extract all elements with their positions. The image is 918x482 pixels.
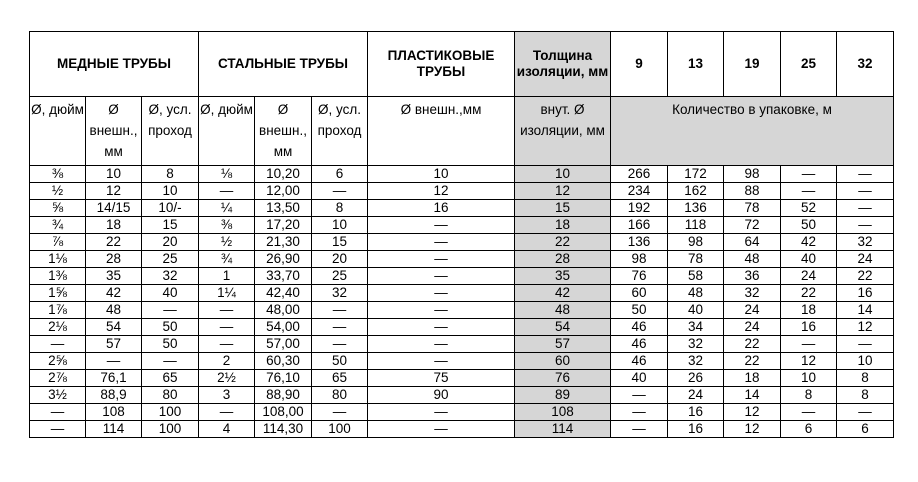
- table-cell: —: [312, 404, 368, 421]
- table-row: [30, 319, 894, 336]
- table-row: [30, 268, 894, 285]
- table-cell: ½: [199, 234, 255, 251]
- table-cell: 162: [668, 183, 724, 200]
- table-cell: 10,20: [255, 166, 312, 183]
- table-cell: 12: [724, 404, 781, 421]
- steel-nominal-subheader: Ø, усл. проход: [312, 97, 368, 166]
- table-cell: 2⅝: [30, 353, 86, 370]
- table-cell: 22: [837, 268, 894, 285]
- table-cell: 114: [86, 421, 142, 438]
- table-cell: —: [368, 302, 515, 319]
- table-cell: 54,00: [255, 319, 312, 336]
- table-cell: 2: [199, 353, 255, 370]
- table-cell: —: [199, 336, 255, 353]
- table-cell: 15: [515, 200, 611, 217]
- table-cell: 24: [781, 268, 837, 285]
- table-cell: 46: [611, 336, 668, 353]
- table-cell: ½: [30, 183, 86, 200]
- table-cell: 16: [837, 285, 894, 302]
- table-cell: 17,20: [255, 217, 312, 234]
- table-row: [30, 421, 894, 438]
- table-cell: 42: [515, 285, 611, 302]
- steel-inch-subheader: Ø, дюйм: [199, 97, 255, 166]
- table-cell: 14/15: [86, 200, 142, 217]
- table-cell: 20: [142, 234, 199, 251]
- table-cell: —: [368, 421, 515, 438]
- table-cell: 1⅞: [30, 302, 86, 319]
- table-cell: 46: [611, 319, 668, 336]
- table-cell: 88: [724, 183, 781, 200]
- table-cell: 12: [515, 183, 611, 200]
- table-cell: 12: [724, 421, 781, 438]
- table-cell: —: [312, 319, 368, 336]
- table-cell: 10: [515, 166, 611, 183]
- table-cell: 8: [837, 387, 894, 404]
- table-cell: 10: [86, 166, 142, 183]
- plastic-outer-subheader: Ø внешн.,мм: [368, 97, 515, 166]
- table-cell: 52: [781, 200, 837, 217]
- table-cell: 46: [611, 353, 668, 370]
- table-row: [30, 200, 894, 217]
- table-cell: 26,90: [255, 251, 312, 268]
- table-cell: 32: [724, 285, 781, 302]
- table-cell: 36: [724, 268, 781, 285]
- table-cell: 28: [86, 251, 142, 268]
- table-cell: 108: [515, 404, 611, 421]
- thickness-9-header: 9: [611, 32, 668, 97]
- table-cell: 266: [611, 166, 668, 183]
- table-cell: 50: [142, 336, 199, 353]
- table-cell: 32: [668, 353, 724, 370]
- table-cell: —: [30, 421, 86, 438]
- table-cell: 48: [515, 302, 611, 319]
- table-cell: —: [837, 200, 894, 217]
- table-cell: 48,00: [255, 302, 312, 319]
- thickness-32-header: 32: [837, 32, 894, 97]
- table-cell: ⅜: [30, 166, 86, 183]
- copper-nominal-subheader: Ø, усл. проход: [142, 97, 199, 166]
- table-cell: 166: [611, 217, 668, 234]
- table-cell: 12,00: [255, 183, 312, 200]
- table-cell: 18: [86, 217, 142, 234]
- table-cell: 64: [724, 234, 781, 251]
- table-cell: 6: [837, 421, 894, 438]
- table-cell: —: [199, 404, 255, 421]
- table-cell: 22: [86, 234, 142, 251]
- thickness-13-header: 13: [668, 32, 724, 97]
- table-cell: 28: [515, 251, 611, 268]
- insulation-inner-subheader: внут. Ø изоляции, мм: [515, 97, 611, 166]
- table-cell: 12: [368, 183, 515, 200]
- table-cell: —: [30, 404, 86, 421]
- table-cell: 2½: [199, 370, 255, 387]
- table-cell: 75: [368, 370, 515, 387]
- table-cell: 32: [668, 336, 724, 353]
- table-cell: 10: [837, 353, 894, 370]
- table-cell: 3: [199, 387, 255, 404]
- table-cell: 98: [611, 251, 668, 268]
- table-cell: 54: [86, 319, 142, 336]
- table-row: [30, 353, 894, 370]
- table-row: [30, 387, 894, 404]
- table-body: [30, 166, 894, 438]
- table-cell: —: [611, 404, 668, 421]
- table-cell: 16: [668, 421, 724, 438]
- table-cell: 80: [142, 387, 199, 404]
- table-cell: —: [368, 234, 515, 251]
- table-cell: —: [781, 404, 837, 421]
- table-cell: 10: [781, 370, 837, 387]
- table-cell: 40: [142, 285, 199, 302]
- table-row: [30, 302, 894, 319]
- copper-outer-subheader: Ø внешн., мм: [86, 97, 142, 166]
- table-cell: 35: [515, 268, 611, 285]
- table-cell: 50: [611, 302, 668, 319]
- table-cell: 42,40: [255, 285, 312, 302]
- table-cell: —: [611, 387, 668, 404]
- table-cell: 2⅛: [30, 319, 86, 336]
- table-row: [30, 285, 894, 302]
- table-row: [30, 183, 894, 200]
- table-cell: 24: [837, 251, 894, 268]
- table-cell: ⅛: [199, 166, 255, 183]
- table-cell: 14: [837, 302, 894, 319]
- table-cell: 65: [142, 370, 199, 387]
- table-cell: 98: [668, 234, 724, 251]
- table-cell: 32: [312, 285, 368, 302]
- table-cell: 1⅛: [30, 251, 86, 268]
- table-cell: —: [837, 166, 894, 183]
- table-cell: 12: [86, 183, 142, 200]
- table-cell: 60: [515, 353, 611, 370]
- insulation-thickness-header: Толщина изоляции, мм: [515, 32, 611, 97]
- table-cell: 90: [368, 387, 515, 404]
- table-cell: —: [781, 183, 837, 200]
- table-cell: —: [142, 302, 199, 319]
- table-cell: 100: [142, 421, 199, 438]
- table-cell: —: [312, 336, 368, 353]
- table-cell: 10: [312, 217, 368, 234]
- table-cell: 78: [668, 251, 724, 268]
- table-cell: 40: [781, 251, 837, 268]
- table-cell: 25: [312, 268, 368, 285]
- table-cell: 15: [312, 234, 368, 251]
- table-cell: 54: [515, 319, 611, 336]
- table-cell: 32: [837, 234, 894, 251]
- steel-outer-subheader: Ø внешн., мм: [255, 97, 312, 166]
- table-cell: 108: [86, 404, 142, 421]
- table-cell: 108,00: [255, 404, 312, 421]
- table-cell: 65: [312, 370, 368, 387]
- table-cell: 100: [312, 421, 368, 438]
- table-cell: 33,70: [255, 268, 312, 285]
- table-cell: 100: [142, 404, 199, 421]
- table-cell: 12: [837, 319, 894, 336]
- table-cell: —: [368, 285, 515, 302]
- table-cell: —: [199, 302, 255, 319]
- table-cell: 42: [781, 234, 837, 251]
- table-cell: 22: [781, 285, 837, 302]
- table-cell: 10: [368, 166, 515, 183]
- steel-pipes-header: СТАЛЬНЫЕ ТРУБЫ: [199, 32, 368, 97]
- header-row: [30, 32, 894, 97]
- thickness-19-header: 19: [724, 32, 781, 97]
- table-row: [30, 217, 894, 234]
- table-cell: 8: [781, 387, 837, 404]
- table-cell: 57: [515, 336, 611, 353]
- table-cell: —: [837, 183, 894, 200]
- table-cell: 76: [611, 268, 668, 285]
- pipe-insulation-table: [29, 31, 894, 438]
- table-cell: 88,9: [86, 387, 142, 404]
- table-cell: 76: [515, 370, 611, 387]
- table-cell: 8: [837, 370, 894, 387]
- table-cell: 118: [668, 217, 724, 234]
- table-cell: ⅝: [30, 200, 86, 217]
- table-cell: ⅜: [199, 217, 255, 234]
- table-cell: 42: [86, 285, 142, 302]
- table-cell: 136: [611, 234, 668, 251]
- table-cell: —: [368, 319, 515, 336]
- table-cell: 1⅜: [30, 268, 86, 285]
- table-cell: 234: [611, 183, 668, 200]
- table-cell: 26: [668, 370, 724, 387]
- thickness-25-header: 25: [781, 32, 837, 97]
- table-cell: —: [368, 353, 515, 370]
- table-cell: ¼: [199, 200, 255, 217]
- table-cell: 35: [86, 268, 142, 285]
- table-cell: —: [368, 404, 515, 421]
- table-cell: 8: [142, 166, 199, 183]
- table-cell: ¾: [199, 251, 255, 268]
- plastic-pipes-header: ПЛАСТИКОВЫЕ ТРУБЫ: [368, 32, 515, 97]
- table-row: [30, 336, 894, 353]
- table-cell: —: [368, 217, 515, 234]
- table-cell: 1: [199, 268, 255, 285]
- table-cell: 57,00: [255, 336, 312, 353]
- table-cell: 4: [199, 421, 255, 438]
- table-cell: 2⅞: [30, 370, 86, 387]
- table-cell: ⅞: [30, 234, 86, 251]
- table-cell: 13,50: [255, 200, 312, 217]
- table-cell: 12: [781, 353, 837, 370]
- table-cell: 50: [142, 319, 199, 336]
- table-cell: 16: [668, 404, 724, 421]
- table-cell: 16: [368, 200, 515, 217]
- table-cell: —: [837, 336, 894, 353]
- table-row: [30, 166, 894, 183]
- table-cell: 10/-: [142, 200, 199, 217]
- table-cell: —: [781, 166, 837, 183]
- table-cell: 72: [724, 217, 781, 234]
- copper-pipes-header: МЕДНЫЕ ТРУБЫ: [30, 32, 199, 97]
- table-cell: 18: [781, 302, 837, 319]
- table-cell: ¾: [30, 217, 86, 234]
- table-cell: 60: [611, 285, 668, 302]
- subheader-row: [30, 97, 894, 166]
- table-cell: —: [368, 251, 515, 268]
- table-cell: 57: [86, 336, 142, 353]
- table-cell: 16: [781, 319, 837, 336]
- table-cell: 22: [724, 336, 781, 353]
- table-cell: 48: [724, 251, 781, 268]
- table-cell: —: [781, 336, 837, 353]
- table-cell: —: [86, 353, 142, 370]
- table-cell: —: [199, 183, 255, 200]
- table-cell: 6: [312, 166, 368, 183]
- table-cell: 40: [611, 370, 668, 387]
- table-cell: —: [837, 217, 894, 234]
- table-cell: 32: [142, 268, 199, 285]
- table-cell: 98: [724, 166, 781, 183]
- table-cell: 10: [142, 183, 199, 200]
- table-cell: 20: [312, 251, 368, 268]
- table-cell: 192: [611, 200, 668, 217]
- copper-inch-subheader: Ø, дюйм: [30, 97, 86, 166]
- table-cell: 48: [86, 302, 142, 319]
- table-cell: —: [837, 404, 894, 421]
- table-cell: —: [30, 336, 86, 353]
- table-cell: 89: [515, 387, 611, 404]
- table-cell: 22: [515, 234, 611, 251]
- table-cell: 40: [668, 302, 724, 319]
- table-cell: 1⅝: [30, 285, 86, 302]
- table-cell: 88,90: [255, 387, 312, 404]
- table-cell: 114: [515, 421, 611, 438]
- table-cell: 15: [142, 217, 199, 234]
- table-cell: —: [199, 319, 255, 336]
- table-cell: 60,30: [255, 353, 312, 370]
- table-cell: 22: [724, 353, 781, 370]
- table-cell: —: [312, 302, 368, 319]
- table-row: [30, 370, 894, 387]
- table-cell: 3½: [30, 387, 86, 404]
- table-cell: —: [368, 268, 515, 285]
- table-cell: 6: [781, 421, 837, 438]
- table-cell: 24: [724, 302, 781, 319]
- table-cell: 172: [668, 166, 724, 183]
- table-cell: —: [611, 421, 668, 438]
- table-cell: 18: [724, 370, 781, 387]
- table-cell: 18: [515, 217, 611, 234]
- table-cell: 24: [724, 319, 781, 336]
- table-row: [30, 251, 894, 268]
- table-cell: —: [368, 336, 515, 353]
- table-cell: 76,1: [86, 370, 142, 387]
- table-cell: 58: [668, 268, 724, 285]
- table-cell: 1¼: [199, 285, 255, 302]
- table-cell: 34: [668, 319, 724, 336]
- table-cell: 25: [142, 251, 199, 268]
- table-cell: 48: [668, 285, 724, 302]
- quantity-per-pack-subheader: Количество в упаковке, м: [611, 97, 894, 166]
- table-cell: 136: [668, 200, 724, 217]
- table-cell: 21,30: [255, 234, 312, 251]
- table-row: [30, 234, 894, 251]
- table-cell: 8: [312, 200, 368, 217]
- table-row: [30, 404, 894, 421]
- table-cell: 50: [781, 217, 837, 234]
- table-cell: 24: [668, 387, 724, 404]
- table-cell: 114,30: [255, 421, 312, 438]
- table-cell: 78: [724, 200, 781, 217]
- table-cell: 50: [312, 353, 368, 370]
- table-cell: —: [312, 183, 368, 200]
- table-cell: 14: [724, 387, 781, 404]
- table-cell: —: [142, 353, 199, 370]
- table-cell: 76,10: [255, 370, 312, 387]
- table-cell: 80: [312, 387, 368, 404]
